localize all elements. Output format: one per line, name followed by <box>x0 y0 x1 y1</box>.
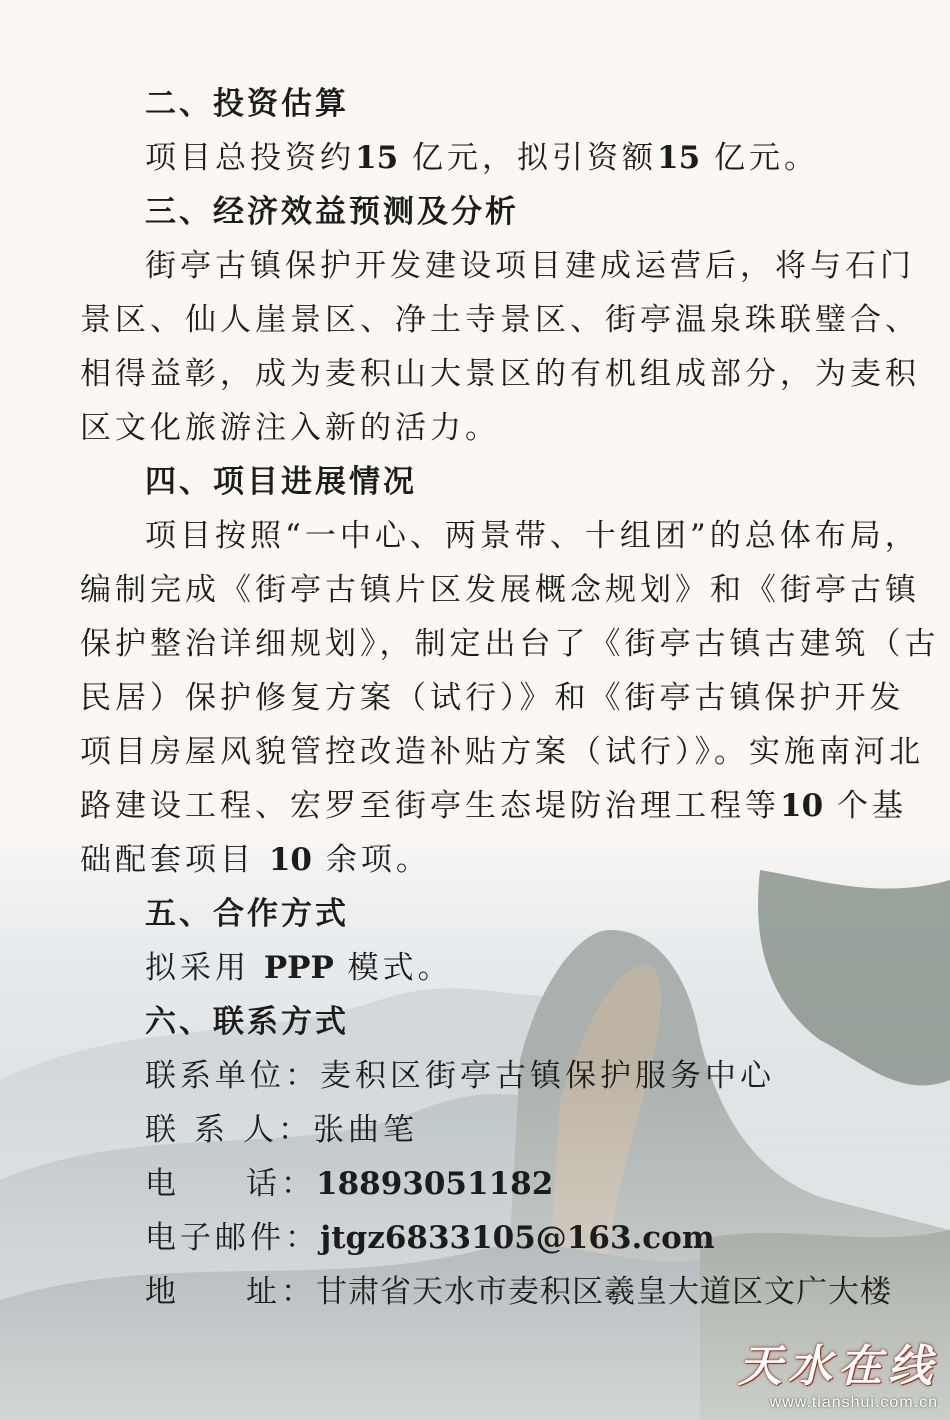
section-2-heading: 二、投资估算 <box>145 86 349 122</box>
section-4-line-5: 项目房屋风貌管控改造补贴方案（试行）》。实施南河北 <box>80 734 924 770</box>
contact-phone-row: 电 话：18893051182 <box>145 1166 554 1202</box>
contact-phone-value: 18893051182 <box>316 1166 554 1202</box>
section-5-heading: 五、合作方式 <box>145 896 349 932</box>
section-3-line-2: 景区、仙人崖景区、净土寺景区、街亭温泉珠联璧合、 <box>80 302 920 338</box>
section-4-line-2: 编制完成《街亭古镇片区发展概念规划》和《街亭古镇 <box>80 572 920 608</box>
contact-email-row: 电子邮件：jtgz6833105@163.com <box>145 1220 715 1256</box>
investment-attract-value: 15 <box>657 140 701 176</box>
section-5-paragraph: 拟采用 PPP 模式。 <box>145 950 453 986</box>
section-4-line-7: 础配套项目 10 余项。 <box>80 842 431 878</box>
section-4-line-1: 项目按照“一中心、两景带、十组团”的总体布局， <box>145 518 920 554</box>
watermark-url: www.tianshui.com.cn <box>769 1394 938 1411</box>
section-4-line-6: 路建设工程、宏罗至街亭生态堤防治理工程等10 个基 <box>80 788 907 824</box>
section-4-line-4: 民居）保护修复方案（试行）》和《街亭古镇保护开发 <box>80 680 905 716</box>
section-3-heading: 三、经济效益预测及分析 <box>145 194 519 230</box>
site-watermark <box>738 1330 938 1412</box>
contact-email-value: jtgz6833105@163.com <box>320 1220 715 1256</box>
section-6-heading: 六、联系方式 <box>145 1004 349 1040</box>
watermark-logo-text: 天水在线 <box>738 1342 938 1391</box>
section-3-line-3: 相得益彰，成为麦积山大景区的有机组成部分，为麦积 <box>80 356 920 392</box>
contact-unit-value: 麦积区街亭古镇保护服务中心 <box>320 1058 775 1094</box>
section-2-paragraph: 项目总投资约15 亿元，拟引资额15 亿元。 <box>145 140 819 176</box>
contact-unit-label: 联系单位： <box>145 1058 320 1094</box>
contact-address-value: 甘肃省天水市麦积区羲皇大道区文广大楼 <box>316 1274 892 1310</box>
contact-person-value: 张曲笔 <box>313 1112 418 1148</box>
contact-unit-row <box>145 1056 775 1096</box>
total-investment-value: 15 <box>355 140 399 176</box>
section-4-heading: 四、项目进展情况 <box>145 464 417 500</box>
section-3-line-1: 街亭古镇保护开发建设项目建成运营后，将与石门 <box>145 248 915 284</box>
section-4-line-3: 保护整治详细规划》，制定出台了《街亭古镇古建筑（古 <box>80 626 940 662</box>
contact-address-row: 地 址：甘肃省天水市麦积区羲皇大道区文广大楼 <box>145 1274 892 1310</box>
section-3-line-4: 区文化旅游注入新的活力。 <box>80 410 500 446</box>
contact-person-row: 联 系 人：张曲笔 <box>145 1112 418 1148</box>
